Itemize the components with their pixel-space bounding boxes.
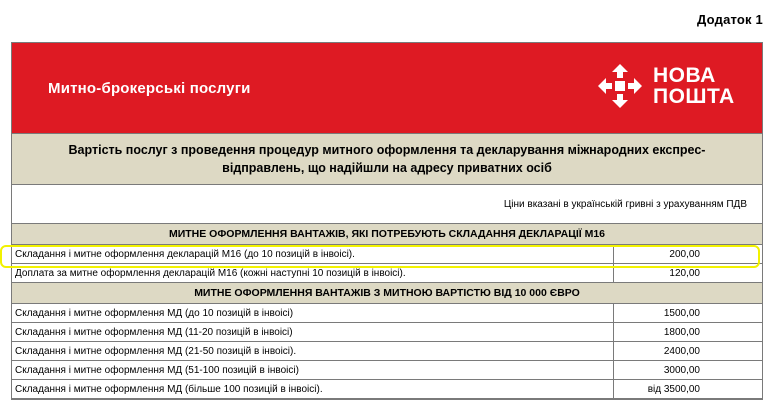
row-price: 2400,00 — [663, 345, 700, 357]
row-price: 1800,00 — [663, 326, 700, 338]
brand-name — [653, 65, 735, 107]
brand-line-1: НОВА — [653, 64, 716, 87]
nova-poshta-logo — [595, 61, 735, 113]
row-description: Складання і митне оформлення МД (більше 100 позицій в інвоісі). — [12, 380, 614, 398]
row-price: 200,00 — [669, 248, 700, 260]
nova-poshta-logo-icon — [595, 61, 645, 111]
table-row — [12, 361, 762, 380]
row-description: Доплата за митне оформлення декларацій М16 (кожні наступні 10 позицій в інвоісі). — [12, 264, 614, 282]
section-title-m16: МИТНЕ ОФОРМЛЕННЯ ВАНТАЖІВ, ЯКІ ПОТРЕБУЮТЬ СКЛАДАННЯ ДЕКЛАРАЦІЇ М16 — [12, 224, 762, 245]
brand-line-2: ПОШТА — [653, 85, 735, 108]
header-banner — [12, 43, 762, 134]
section-title-md: МИТНЕ ОФОРМЛЕННЯ ВАНТАЖІВ З МИТНОЮ ВАРТІСТЮ ВІД 10 000 ЄВРО — [12, 283, 762, 304]
banner-title: Митно-брокерські послуги — [48, 80, 251, 97]
row-description: Складання і митне оформлення декларацій М16 (до 10 позицій в інвоісі). — [12, 245, 614, 263]
row-description: Складання і митне оформлення МД (11-20 позицій в інвоісі) — [12, 323, 614, 341]
table-row — [12, 245, 762, 264]
row-price: 3000,00 — [663, 364, 700, 376]
row-description: Складання і митне оформлення МД (51-100 позицій в інвоісі) — [12, 361, 614, 379]
row-price: від 3500,00 — [647, 383, 700, 395]
row-description: Складання і митне оформлення МД (до 10 позицій в інвоісі) — [12, 304, 614, 322]
row-price: 1500,00 — [663, 307, 700, 319]
table-row — [12, 264, 762, 283]
table-row — [12, 380, 762, 399]
table-row — [12, 304, 762, 323]
row-description: Складання і митне оформлення МД (21-50 позицій в інвоісі). — [12, 342, 614, 360]
table-row — [12, 342, 762, 361]
table-row — [12, 323, 762, 342]
price-sheet — [11, 42, 763, 400]
price-note: Ціни вказані в українській гривні з урахуванням ПДВ — [12, 185, 762, 224]
row-price: 120,00 — [669, 267, 700, 279]
services-description: Вартість послуг з проведення процедур митного оформлення та декларування міжнародних експрес-відправлень, що надійшли на адресу приватних осіб — [12, 134, 762, 185]
appendix-label: Додаток 1 — [697, 12, 763, 27]
